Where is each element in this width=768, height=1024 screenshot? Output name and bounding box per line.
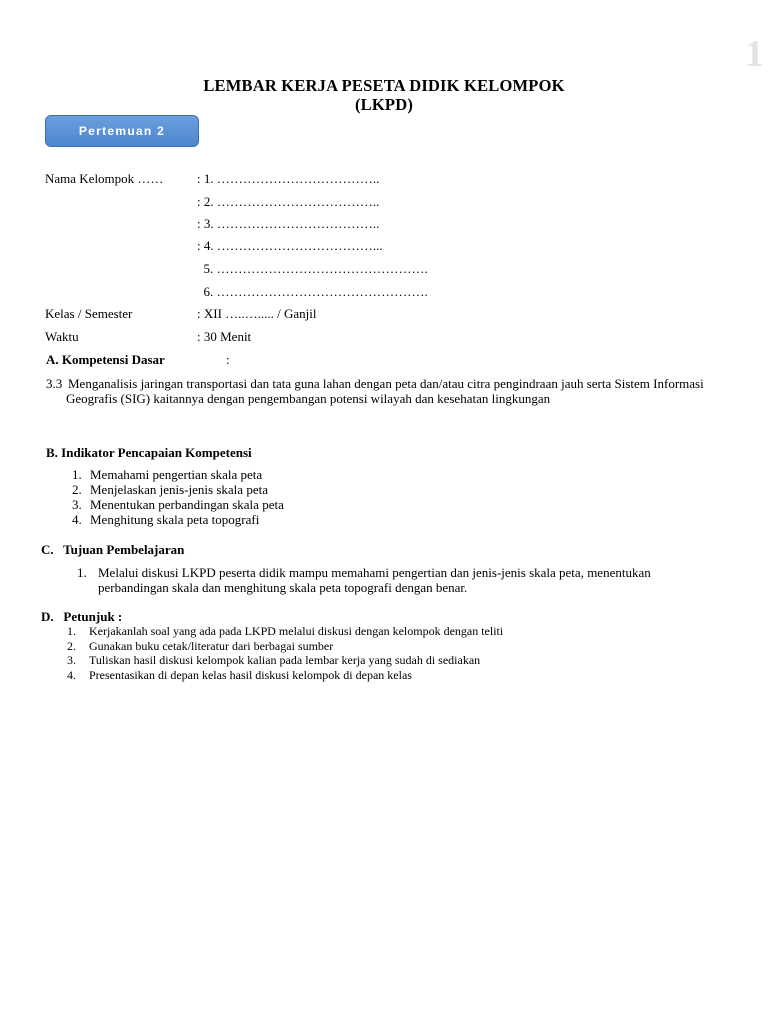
instruction-list xyxy=(67,624,503,682)
list-item: 1. Kerjakanlah soal yang ada pada LKPD melalui diskusi dengan kelompok dengan teliti xyxy=(67,624,504,638)
class-label: Kelas / Semester xyxy=(45,306,133,321)
page-number: 1 xyxy=(745,33,764,75)
list-item: 2. Menjelaskan jenis-jenis skala peta xyxy=(72,482,268,497)
section-a-colon: : xyxy=(226,352,230,367)
competency-text-content: Menganalisis jaringan transportasi dan tata guna lahan dengan peta dan/atau citra pengindraan jauh serta Sistem Informasi Geografis (SIG) kaitannya dengan pengembangan potensi wilayah dan kesehatan lingkungan xyxy=(66,376,704,406)
competency-text xyxy=(66,376,716,406)
member-2: : 2. ……………………………….. xyxy=(197,194,380,209)
objective-text: Melalui diskusi LKPD peserta didik mampu memahami pengertian dan jenis-jenis skala peta, menentukan perbandingan skala dan menghitung skala peta topografi dengan benar. xyxy=(98,565,651,595)
competency-number: 3.3 xyxy=(46,376,63,391)
objective-number: 1. xyxy=(77,565,87,580)
member-5: 5. …………………………………………. xyxy=(197,261,428,276)
page-title xyxy=(0,76,768,114)
list-item: 3. Menentukan perbandingan skala peta xyxy=(72,497,284,512)
group-name-label: Nama Kelompok …… xyxy=(45,171,164,186)
class-value: : XII …..…..... / Ganjil xyxy=(197,306,317,321)
title-line-1: LEMBAR KERJA PESETA DIDIK KELOMPOK xyxy=(203,76,565,95)
indicator-list xyxy=(72,467,284,527)
list-item: 4. Menghitung skala peta topografi xyxy=(72,512,260,527)
member-6: 6. …………………………………………. xyxy=(197,284,428,299)
title-line-2: (LKPD) xyxy=(354,95,414,114)
list-item: 2. Gunakan buku cetak/literatur dari berbagai sumber xyxy=(67,638,334,653)
list-item: 4. Presentasikan di depan kelas hasil diskusi kelompok di depan kelas xyxy=(67,667,412,682)
member-4: : 4. ………………………………... xyxy=(197,238,383,253)
section-c-heading: C. Tujuan Pembelajaran xyxy=(41,542,185,557)
section-d-heading: D. Petunjuk : xyxy=(41,609,123,624)
time-value: : 30 Menit xyxy=(197,329,252,344)
section-b-heading: B. Indikator Pencapaian Kompetensi xyxy=(46,445,252,460)
list-item: 3. Tuliskan hasil diskusi kelompok kalian pada lembar kerja yang sudah di sediakan xyxy=(67,653,481,667)
section-a-heading: A. Kompetensi Dasar xyxy=(46,352,165,367)
meeting-badge: Pertemuan 2 xyxy=(45,115,199,147)
member-3: : 3. ……………………………….. xyxy=(197,216,380,231)
time-label: Waktu xyxy=(45,329,79,344)
list-item: 1. Memahami pengertian skala peta xyxy=(72,467,263,482)
member-1: : 1. ……………………………….. xyxy=(197,171,380,186)
